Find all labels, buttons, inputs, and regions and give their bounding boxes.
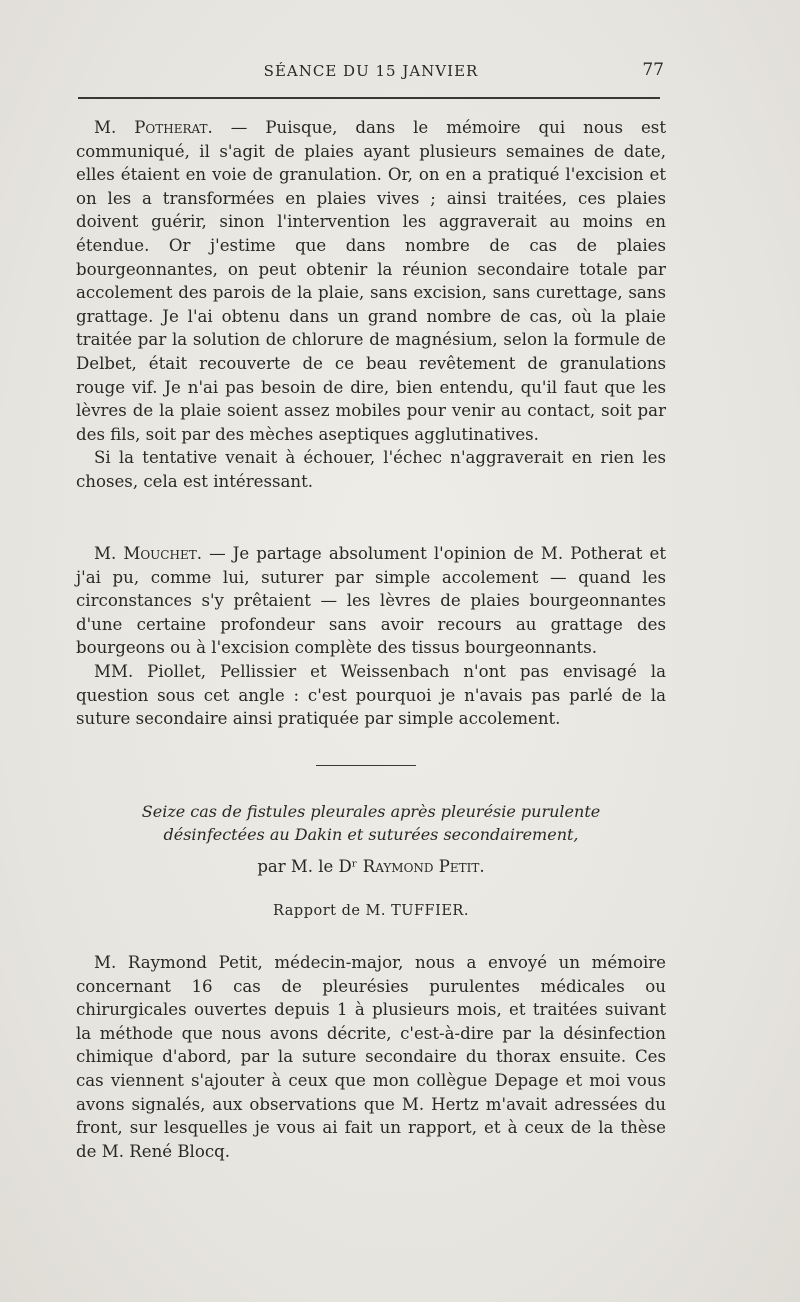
author-name: Raymond Petit. [362,857,485,876]
header-rule [78,97,660,99]
speaker-name: M. Mouchet. [94,544,202,563]
article-body [76,951,666,1163]
potherat-remarks [76,116,666,494]
mouchet-remarks [76,542,666,731]
section-divider [316,765,416,766]
article-title [76,800,666,846]
page-number: 77 [642,60,664,80]
rapporteur-line: Rapport de M. TUFFIER. [273,903,469,919]
byline-prefix: par M. le Dʳ [257,857,363,876]
paragraph: Si la tentative venait à échouer, l'échec n'aggraverait en rien les choses, cela est intéressant. [76,448,666,491]
paragraph-text: — Je partage absolument l'opinion de M. Potherat et j'ai pu, comme lui, suturer par simple accolement — quand les circonstances s'y prêtaient — les lèvres de plaies bourgeonnantes d'une certaine profondeur sans avoir recours au grattage des bourgeons ou à l'excision complète des tissus bourgeonnants. [76,544,666,658]
paragraph: MM. Piollet, Pellissier et Weissenbach n'ont pas envisagé la question sous cet angle : c'est pourquoi je n'avais pas parlé de la suture secondaire ainsi pratiquée par simple accolement. [76,661,666,729]
paragraph [76,116,666,446]
paragraph: M. Raymond Petit, médecin-major, nous a envoyé un mémoire concernant 16 cas de pleurésies purulentes médicales ou chirurgicales ouvertes depuis 1 à plusieurs mois, et traitées suivant la méthode que nous avons décrite, c'est-à-dire par la désinfection chimique d'abord, par la suture secondaire du thorax ensuite. Ces cas viennent s'ajouter à ceux que mon collègue Depage et moi vous avons signalés, aux observations que M. Hertz m'avait adressées du front, sur lesquelles je vous ai fait un rapport, et à ceux de la thèse de M. René Blocq. [76,953,666,1161]
paragraph-text: — Puisque, dans le mémoire qui nous est communiqué, il s'agit de plaies ayant plusieurs semaines de date, elles étaient en voie de granulation. Or, on en a pratiqué l'excision et on les a transformées en plaies vives ; ainsi traitées, ces plaies doivent guérir, sinon l'intervention les aggraverait au moins en étendue. Or j'estime que dans nombre de cas de plaies bourgeonnantes, on peut obtenir la réunion secondaire totale par accolement des parois de la plaie, sans excision, sans curettage, sans grattage. Je l'ai obtenu dans un grand nombre de cas, où la plaie traitée par la solution de chlorure de magnésium, selon la formule de Delbet, était recouverte de ce beau revêtement de granulations rouge vif. Je n'ai pas besoin de dire, bien entendu, qu'il faut que les lèvres de la plaie soient assez mobiles pour venir au contact, soit par des fils, soit par des mèches aseptiques agglutinatives. [76,118,666,444]
article-title-line: désinfectées au Dakin et suturées secondairement, [163,825,579,844]
header-title: SÉANCE DU 15 JANVIER [263,62,479,80]
article-byline [76,857,666,876]
running-header [76,60,666,86]
article-title-line: Seize cas de fistules pleurales après pleurésie purulente [141,802,601,821]
speaker-name: M. Potherat. [94,118,213,137]
paragraph [76,542,666,660]
